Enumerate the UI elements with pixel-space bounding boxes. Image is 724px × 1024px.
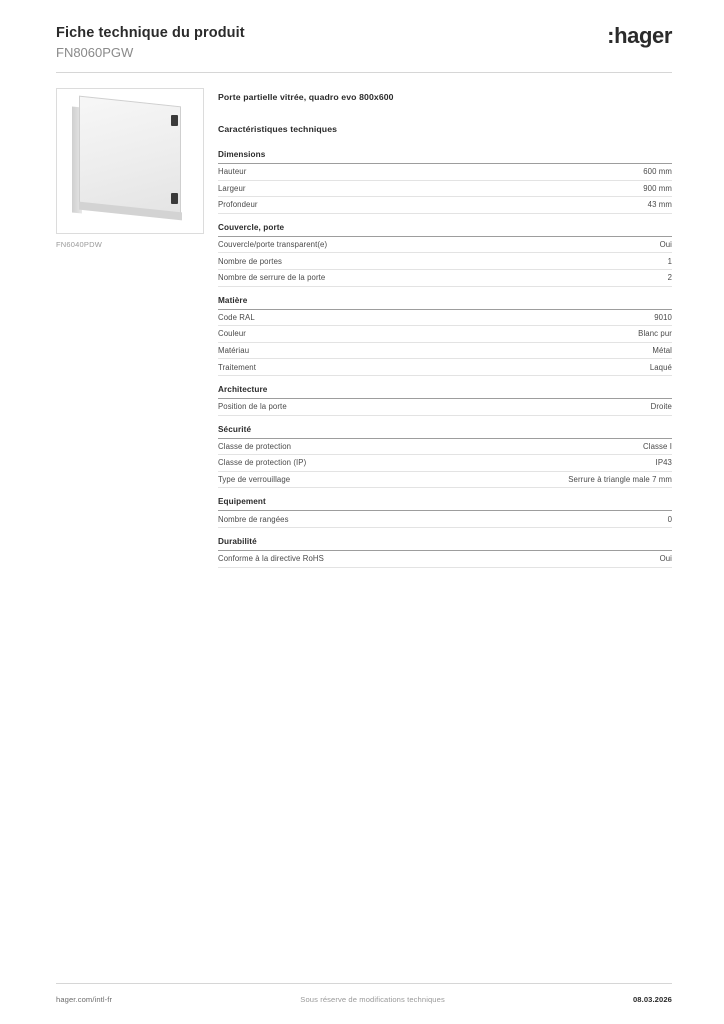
- header-titles: [56, 24, 245, 62]
- lock-icon: [171, 115, 178, 126]
- spec-group: [218, 497, 672, 528]
- spec-label: Nombre de portes: [218, 256, 283, 266]
- spec-group-title: Couvercle, porte: [218, 223, 672, 237]
- spec-row: [218, 343, 672, 360]
- product-image: [56, 88, 204, 234]
- spec-label: Classe de protection: [218, 441, 292, 451]
- spec-group: [218, 150, 672, 214]
- spec-label: Nombre de rangées: [218, 514, 289, 524]
- spec-group-title: Durabilité: [218, 537, 672, 551]
- spec-label: Classe de protection (IP): [218, 458, 307, 468]
- footer-divider: [56, 983, 672, 984]
- spec-label: Hauteur: [218, 167, 247, 177]
- spec-value: 900 mm: [643, 183, 672, 193]
- spec-row: [218, 253, 672, 270]
- datasheet-content: [218, 92, 672, 577]
- door-illustration: [67, 97, 191, 225]
- spec-group: [218, 223, 672, 287]
- spec-value: 600 mm: [643, 167, 672, 177]
- product-reference: FN8060PGW: [56, 45, 134, 60]
- product-image-caption: FN6040PDW: [56, 240, 102, 249]
- spec-value: Blanc pur: [638, 329, 672, 339]
- spec-row: [218, 472, 672, 489]
- spec-value: Oui: [659, 554, 672, 564]
- spec-label: Couleur: [218, 329, 247, 339]
- spec-label: Profondeur: [218, 200, 258, 210]
- spec-group-title: Equipement: [218, 497, 672, 511]
- spec-value: 2: [667, 273, 672, 283]
- spec-group-title: Matière: [218, 296, 672, 310]
- spec-value: 9010: [654, 312, 672, 322]
- spec-label: Conforme à la directive RoHS: [218, 554, 324, 564]
- spec-value: Métal: [652, 346, 672, 356]
- spec-group: [218, 385, 672, 416]
- spec-value: 1: [667, 256, 672, 266]
- spec-row: [218, 237, 672, 254]
- spec-row: [218, 511, 672, 528]
- spec-value: 0: [667, 514, 672, 524]
- spec-label: Type de verrouillage: [218, 475, 291, 485]
- spec-value: Laqué: [649, 362, 672, 372]
- spec-group: [218, 296, 672, 376]
- spec-value: IP43: [655, 458, 672, 468]
- spec-row: [218, 270, 672, 287]
- product-name: Porte partielle vitrée, quadro evo 800x600: [218, 92, 394, 102]
- spec-row: [218, 164, 672, 181]
- spec-group-title: Architecture: [218, 385, 672, 399]
- spec-value: Serrure à triangle male 7 mm: [568, 475, 672, 485]
- spec-value: Classe I: [643, 441, 672, 451]
- spec-label: Position de la porte: [218, 402, 287, 412]
- spec-row: [218, 181, 672, 198]
- spec-label: Traitement: [218, 362, 256, 372]
- spec-value: Oui: [659, 240, 672, 250]
- footer-date: 08.03.2026: [632, 995, 672, 1004]
- footer-disclaimer: Sous réserve de modifications techniques: [300, 995, 445, 1004]
- spec-group: [218, 537, 672, 568]
- lock-icon: [171, 193, 178, 204]
- page-footer: [56, 995, 672, 1004]
- spec-row: [218, 455, 672, 472]
- spec-label: Nombre de serrure de la porte: [218, 273, 326, 283]
- spec-value: 43 mm: [647, 200, 672, 210]
- spec-label: Couvercle/porte transparent(e): [218, 240, 328, 250]
- spec-row: [218, 359, 672, 376]
- spec-group-title: Sécurité: [218, 425, 672, 439]
- spec-row: [218, 326, 672, 343]
- spec-row: [218, 197, 672, 214]
- spec-value: Droite: [650, 402, 672, 412]
- spec-row: [218, 399, 672, 416]
- header-divider: [56, 72, 672, 73]
- footer-website-link[interactable]: hager.com/intl-fr: [56, 995, 113, 1004]
- hager-logo: :hager: [607, 23, 672, 48]
- spec-group-title: Dimensions: [218, 150, 672, 164]
- spec-label: Largeur: [218, 183, 246, 193]
- spec-row: [218, 310, 672, 327]
- door-face-shape: [79, 96, 181, 215]
- spec-label: Code RAL: [218, 312, 255, 322]
- spec-row: [218, 439, 672, 456]
- spec-group: [218, 425, 672, 489]
- page-header: [56, 24, 672, 68]
- spec-label: Matériau: [218, 346, 250, 356]
- page-title: Fiche technique du produit: [56, 25, 245, 41]
- spec-row: [218, 551, 672, 568]
- section-title-technical-characteristics: Caractéristiques techniques: [218, 124, 338, 134]
